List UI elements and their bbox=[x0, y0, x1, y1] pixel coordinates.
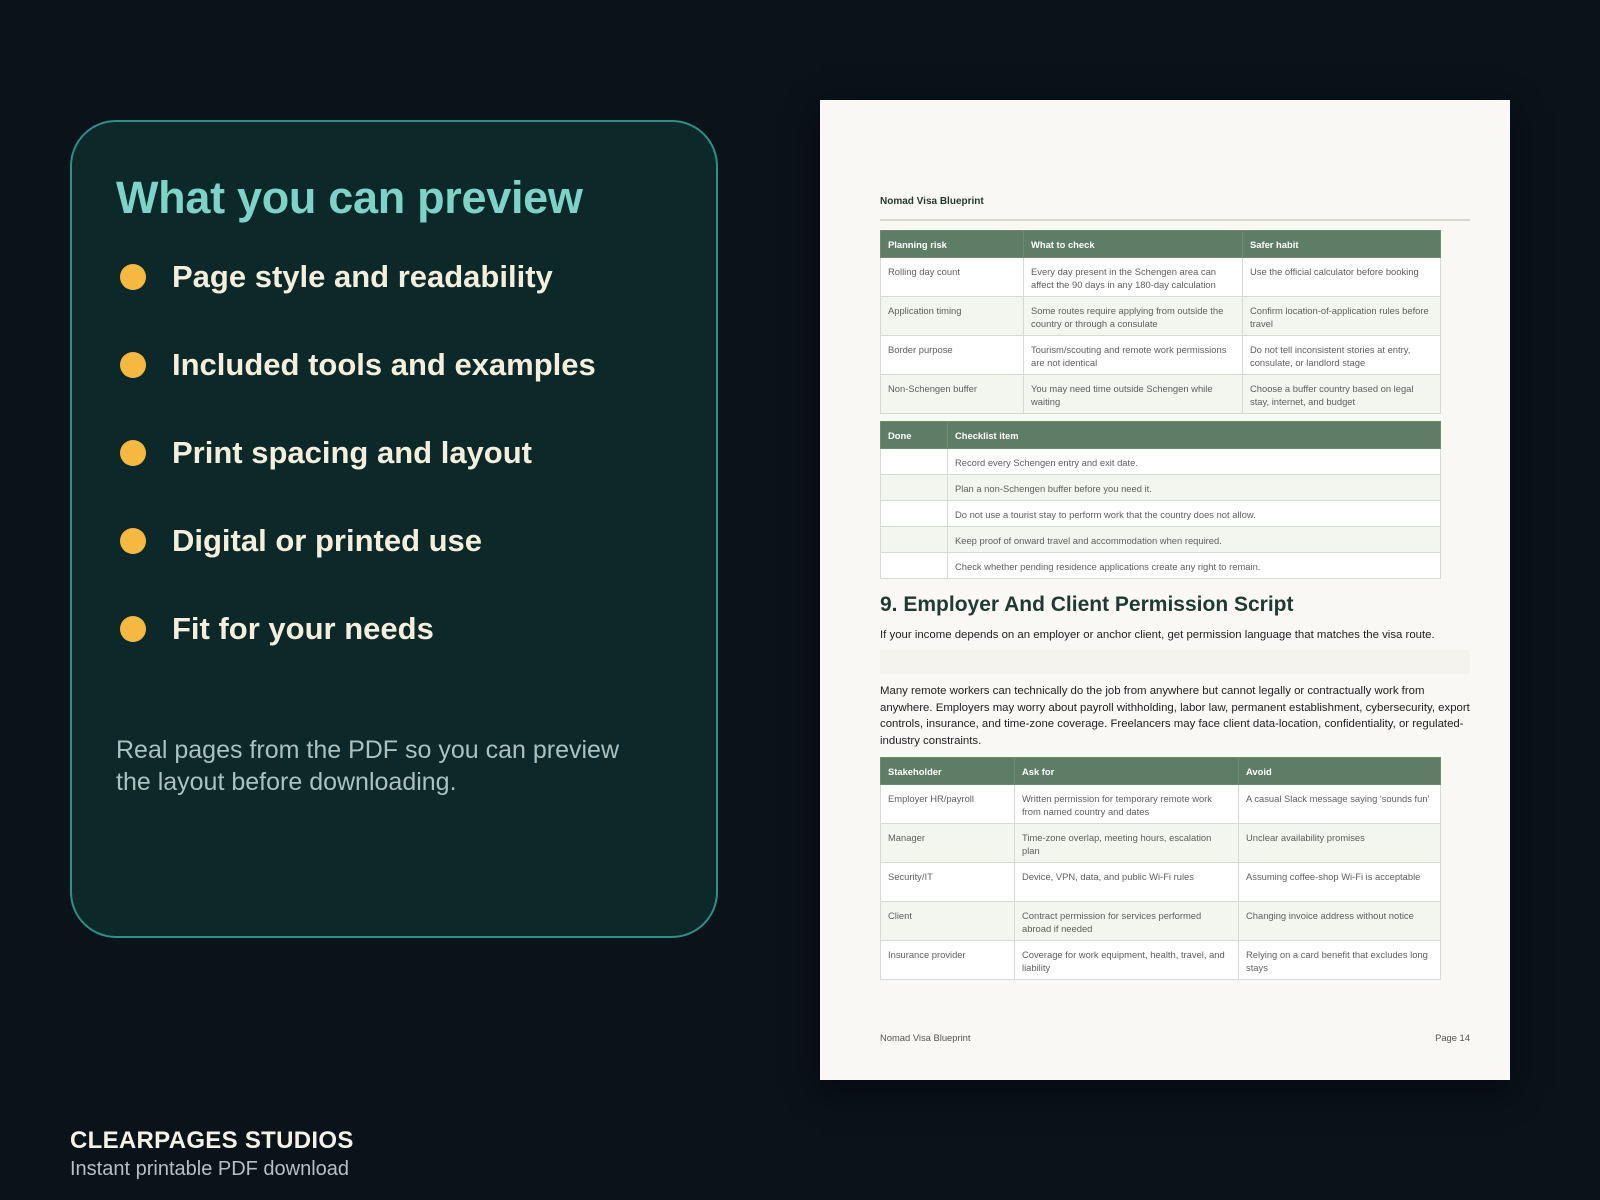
done-cell bbox=[881, 475, 948, 501]
feature-list bbox=[120, 257, 596, 697]
planning-risk-table bbox=[880, 230, 1441, 414]
table-cell: Application timing bbox=[881, 297, 1024, 336]
preview-card bbox=[70, 120, 718, 938]
section-intro: If your income depends on an employer or anchor client, get permission language that matches the visa route. bbox=[880, 629, 1435, 641]
table-cell: Relying on a card benefit that excludes long stays bbox=[1239, 941, 1441, 980]
done-cell bbox=[881, 527, 948, 553]
column-header: What to check bbox=[1024, 231, 1243, 258]
preview-title: What you can preview bbox=[116, 172, 583, 223]
checklist-row bbox=[881, 449, 1441, 475]
column-header: Checklist item bbox=[948, 422, 1441, 449]
table-row bbox=[881, 336, 1441, 375]
brand-name: CLEARPAGES STUDIOS bbox=[70, 1127, 354, 1154]
table-cell: Security/IT bbox=[881, 863, 1015, 902]
table-header-row bbox=[881, 758, 1441, 785]
callout-band bbox=[880, 650, 1470, 674]
bullet-dot-icon bbox=[120, 440, 146, 466]
table-cell: Tourism/scouting and remote work permissions are not identical bbox=[1024, 336, 1243, 375]
feature-label: Page style and readability bbox=[172, 259, 553, 294]
table-cell: You may need time outside Schengen while waiting bbox=[1024, 375, 1243, 414]
table-row bbox=[881, 824, 1441, 863]
bullet-dot-icon bbox=[120, 264, 146, 290]
table-cell: Unclear availability promises bbox=[1239, 824, 1441, 863]
header-divider bbox=[880, 219, 1470, 221]
checklist-row bbox=[881, 475, 1441, 501]
table-row bbox=[881, 258, 1441, 297]
feature-label: Included tools and examples bbox=[172, 347, 596, 382]
feature-item bbox=[120, 257, 596, 345]
brand-tagline: Instant printable PDF download bbox=[70, 1158, 350, 1180]
column-header: Stakeholder bbox=[881, 758, 1015, 785]
table-cell: Every day present in the Schengen area can affect the 90 days in any 180-day calculation bbox=[1024, 258, 1243, 297]
bullet-dot-icon bbox=[120, 528, 146, 554]
table-cell: Border purpose bbox=[881, 336, 1024, 375]
column-header: Done bbox=[881, 422, 948, 449]
checklist-row bbox=[881, 501, 1441, 527]
table-cell: Choose a buffer country based on legal stay, internet, and budget bbox=[1243, 375, 1441, 414]
feature-item bbox=[120, 433, 596, 521]
bullet-dot-icon bbox=[120, 352, 146, 378]
footer-title: Nomad Visa Blueprint bbox=[880, 1032, 971, 1043]
table-row bbox=[881, 902, 1441, 941]
table-cell: Confirm location-of-application rules before travel bbox=[1243, 297, 1441, 336]
done-cell bbox=[881, 449, 948, 475]
checklist-row bbox=[881, 527, 1441, 553]
table-row bbox=[881, 863, 1441, 902]
table-cell: A casual Slack message saying 'sounds fun' bbox=[1239, 785, 1441, 824]
body-paragraph: Many remote workers can technically do the job from anywhere but cannot legally or contractually work from anywhere. Employers may worry about payroll withholding, labor law, permanent establishment, cybersecurity, export controls, insurance, and time-zone coverage. Freelancers may face client data-location, confidentiality, or regulated-industry constraints. bbox=[880, 685, 1470, 748]
column-header: Safer habit bbox=[1243, 231, 1441, 258]
preview-note: Real pages from the PDF so you can preview the layout before downloading. bbox=[116, 736, 620, 796]
table-cell: Coverage for work equipment, health, travel, and liability bbox=[1015, 941, 1239, 980]
table-cell: Time-zone overlap, meeting hours, escalation plan bbox=[1015, 824, 1239, 863]
checklist-item: Plan a non-Schengen buffer before you need it. bbox=[948, 475, 1441, 501]
table-cell: Manager bbox=[881, 824, 1015, 863]
checklist-item: Do not use a tourist stay to perform work that the country does not allow. bbox=[948, 501, 1441, 527]
section-title: 9. Employer And Client Permission Script bbox=[880, 593, 1294, 616]
table-cell: Rolling day count bbox=[881, 258, 1024, 297]
table-row bbox=[881, 375, 1441, 414]
checklist-item: Record every Schengen entry and exit date. bbox=[948, 449, 1441, 475]
page-number: Page 14 bbox=[1435, 1032, 1470, 1043]
checklist-table bbox=[880, 421, 1441, 579]
feature-item bbox=[120, 609, 596, 697]
table-cell: Non-Schengen buffer bbox=[881, 375, 1024, 414]
checklist-item: Check whether pending residence applications create any right to remain. bbox=[948, 553, 1441, 579]
done-cell bbox=[881, 501, 948, 527]
table-cell: Use the official calculator before booking bbox=[1243, 258, 1441, 297]
table-cell: Client bbox=[881, 902, 1015, 941]
stakeholder-table bbox=[880, 757, 1441, 980]
feature-label: Print spacing and layout bbox=[172, 435, 532, 470]
done-cell bbox=[881, 553, 948, 579]
table-header-row bbox=[881, 231, 1441, 258]
table-row bbox=[881, 785, 1441, 824]
table-header-row bbox=[881, 422, 1441, 449]
feature-label: Digital or printed use bbox=[172, 523, 483, 558]
feature-item bbox=[120, 345, 596, 433]
checklist-row bbox=[881, 553, 1441, 579]
table-cell: Changing invoice address without notice bbox=[1239, 902, 1441, 941]
table-cell: Written permission for temporary remote work from named country and dates bbox=[1015, 785, 1239, 824]
table-row bbox=[881, 941, 1441, 980]
table-cell: Contract permission for services performed abroad if needed bbox=[1015, 902, 1239, 941]
document-header: Nomad Visa Blueprint bbox=[880, 196, 984, 207]
feature-item bbox=[120, 521, 596, 609]
bullet-dot-icon bbox=[120, 616, 146, 642]
table-row bbox=[881, 297, 1441, 336]
table-cell: Device, VPN, data, and public Wi-Fi rules bbox=[1015, 863, 1239, 902]
table-cell: Employer HR/payroll bbox=[881, 785, 1015, 824]
column-header: Planning risk bbox=[881, 231, 1024, 258]
table-cell: Do not tell inconsistent stories at entry, consulate, or landlord stage bbox=[1243, 336, 1441, 375]
checklist-item: Keep proof of onward travel and accommodation when required. bbox=[948, 527, 1441, 553]
column-header: Avoid bbox=[1239, 758, 1441, 785]
column-header: Ask for bbox=[1015, 758, 1239, 785]
table-cell: Insurance provider bbox=[881, 941, 1015, 980]
feature-label: Fit for your needs bbox=[172, 611, 434, 646]
table-cell: Some routes require applying from outside the country or through a consulate bbox=[1024, 297, 1243, 336]
table-cell: Assuming coffee-shop Wi-Fi is acceptable bbox=[1239, 863, 1441, 902]
document-page bbox=[820, 100, 1510, 1080]
